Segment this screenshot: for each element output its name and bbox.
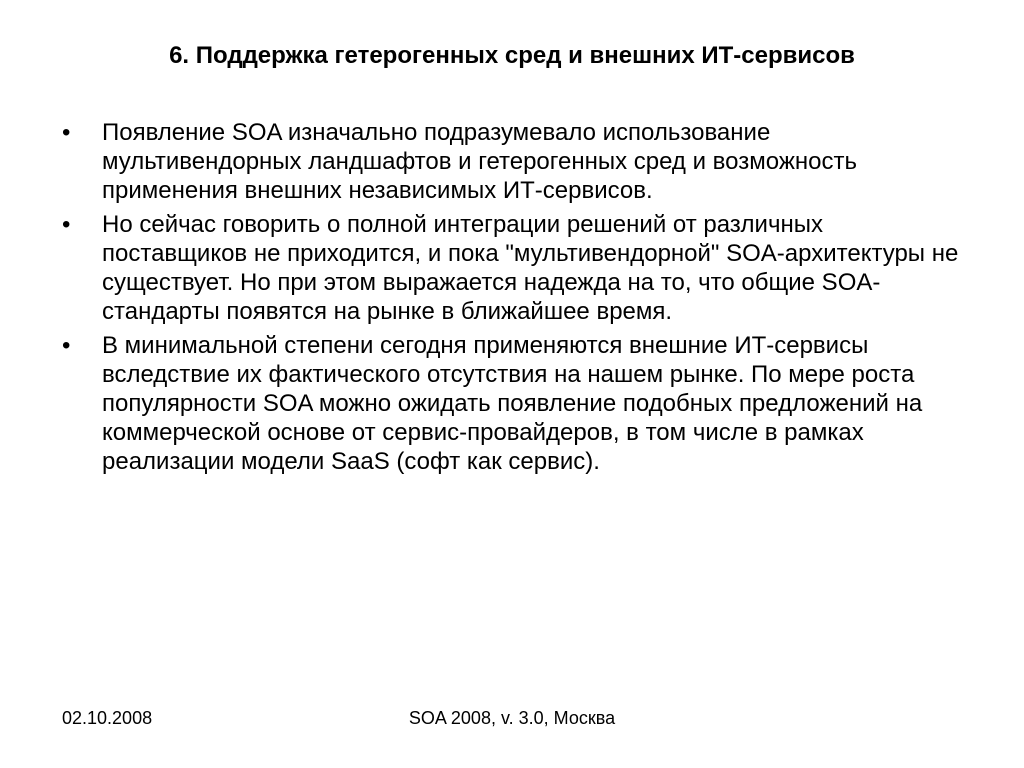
- bullet-text-1: Появление SOA изначально подразумевало использование мультивендорных ландшафтов и гетерогенных сред и возможность применения внешних независимых ИТ-сервисов.: [102, 119, 857, 204]
- bullet-icon: •: [62, 211, 71, 238]
- footer-date: 02.10.2008: [62, 708, 153, 728]
- bullet-list: [62, 118, 967, 481]
- bullet-item-3: [62, 331, 967, 476]
- slide-title: 6. Поддержка гетерогенных сред и внешних ИТ-сервисов: [169, 42, 855, 69]
- bullet-item-2: [62, 210, 967, 326]
- bullet-item-1: [62, 118, 967, 205]
- bullet-icon: •: [62, 332, 71, 359]
- bullet-text-2: Но сейчас говорить о полной интеграции решений от различных поставщиков не приходится, и пока "мультивендорной" SOA-архитектуры не существует. Но при этом выражается надежда на то, что общие SOA-стандарты появятся на рынке в ближайшее время.: [102, 211, 959, 325]
- bullet-icon: •: [62, 119, 71, 146]
- footer-caption: SOA 2008, v. 3.0, Москва: [408, 708, 616, 728]
- bullet-text-3: В минимальной степени сегодня применяются внешние ИТ-сервисы вследствие их фактического отсутствия на нашем рынке. По мере роста популярности SOA можно ожидать появление подобных предложений на коммерческой основе от сервис-провайдеров, в том числе в рамках реализации модели SaaS (софт как сервис).: [102, 332, 923, 475]
